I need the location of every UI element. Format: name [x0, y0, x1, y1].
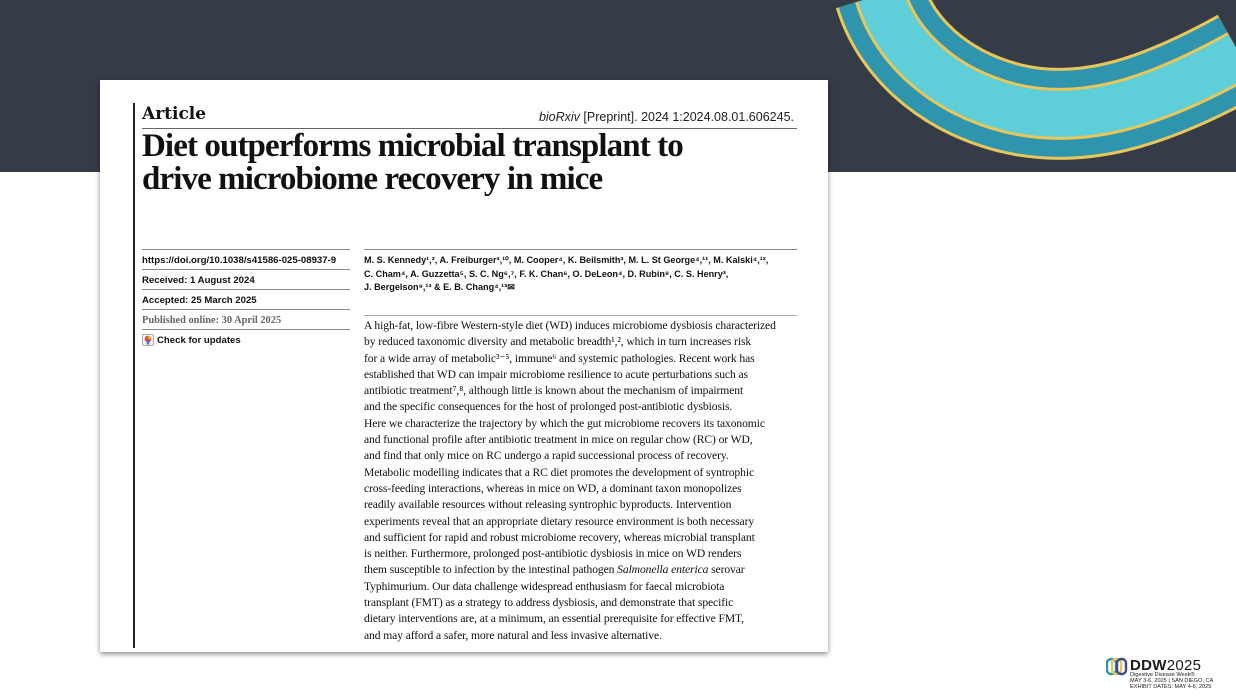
citation-details: [Preprint]. 2024 1:2024.08.01.606245.: [579, 110, 794, 124]
abstract-line: and may afford a safer, more natural and less invasive alternative.: [364, 628, 662, 642]
species-name: Salmonella enterica: [617, 563, 709, 577]
abstract-line: and functional profile after antibiotic treatment in mice on regular chow (RC) or WD,: [364, 433, 753, 447]
abstract-text: them susceptible to infection by the intestinal pathogen Salmonella enterica serovar: [364, 563, 745, 577]
ddw-year: 2025: [1166, 657, 1202, 674]
abstract-line: [364, 562, 800, 578]
received-date: Received: 1 August 2024: [142, 275, 255, 286]
meta-rule: [142, 329, 350, 330]
abstract-line: for a wide array of metabolic³⁻⁵, immune⁶ and systemic pathologies. Recent work has: [364, 351, 755, 365]
ddw-sub-line: MAY 3-6, 2025 | SAN DIEGO, CA: [1130, 677, 1214, 684]
author-list: [364, 254, 804, 295]
check-for-updates-button[interactable]: [142, 334, 241, 346]
abstract-line: cross-feeding interactions, whereas in mice on WD, a dominant taxon monopolizes: [364, 481, 742, 495]
ddw-sub-line: EXHIBIT DATES: MAY 4-6, 2025: [1130, 683, 1212, 690]
abstract-line: Typhimurium. Our data challenge widespread enthusiasm for faecal microbiota: [364, 579, 725, 593]
abstract-line: and find that only mice on RC undergo a rapid successional process of recovery.: [364, 449, 729, 463]
abstract-line: readily available resources without releasing syntrophic byproducts. Intervention: [364, 498, 732, 512]
abstract-line: antibiotic treatment⁷,⁸, although little is known about the mechanism of impairment: [364, 384, 744, 398]
meta-rule: [142, 309, 350, 310]
ddw-sub-line: Digestive Disease Week®: [1130, 672, 1195, 678]
title-line-2: drive microbiome recovery in mice: [142, 161, 603, 197]
meta-rule: [142, 269, 350, 270]
article-title: [142, 130, 802, 196]
doi-link[interactable]: https://doi.org/10.1038/s41586-025-08937-9: [142, 255, 337, 266]
abstract-line: and the specific consequences for the host of prolonged post-antibiotic dysbiosis.: [364, 400, 733, 414]
citation: [539, 110, 794, 124]
abstract-line: Here we characterize the trajectory by which the gut microbiome recovers its taxonomic: [364, 416, 765, 430]
abstract-line: A high-fat, low-fibre Western-style diet (WD) induces microbiome dysbiosis characterized: [364, 319, 776, 332]
check-for-updates-label: Check for updates: [157, 334, 241, 346]
title-line-1: Diet outperforms microbial transplant to: [142, 128, 683, 164]
article-type-label: Article: [142, 104, 207, 124]
abstract-line: and sufficient for rapid and robust microbiome recovery, whereas microbial transplant: [364, 530, 755, 544]
abstract: [364, 318, 800, 644]
ddw-subtitle: [1130, 673, 1213, 690]
abstract-line: dietary interventions are, at a minimum, an essential prerequisite for effective FMT,: [364, 612, 744, 626]
abstract-rule: [364, 315, 797, 316]
authors-line: M. S. Kennedy¹,², A. Freiburger³,¹⁰, M. Cooper⁴, K. Beilsmith³, M. L. St George⁴,¹¹, M. Kalski⁴,¹²,: [364, 255, 769, 265]
abstract-line: transplant (FMT) as a strategy to address dysbiosis, and demonstrate that specific: [364, 596, 734, 610]
meta-rule: [142, 289, 350, 290]
margin-rule: [133, 103, 135, 648]
abstract-line: experiments reveal that an appropriate dietary resource environment is both necessary: [364, 514, 755, 528]
accepted-date: Accepted: 25 March 2025: [142, 295, 257, 306]
abstract-line: is neither. Furthermore, prolonged post-antibiotic dysbiosis in mice on WD renders: [364, 547, 742, 561]
citation-journal: bioRxiv: [538, 110, 580, 124]
abstract-line: established that WD can impair microbiome resilience to acute perturbations such as: [364, 367, 748, 381]
ddw-brand: DDW: [1130, 657, 1167, 674]
published-date: Published online: 30 April 2025: [142, 315, 282, 326]
authors-line: C. Cham⁴, A. Guzzetta⁵, S. C. Ng⁶,⁷, F. K. Chan⁶, O. DeLeon⁴, D. Rubin⁸, C. S. Henry³,: [364, 268, 729, 279]
crossmark-icon: [142, 334, 154, 346]
authors-rule: [364, 249, 797, 250]
authors-line: J. Bergelson⁹,¹³ & E. B. Chang⁴,¹³✉: [364, 282, 515, 292]
ddw-logo: [1106, 656, 1218, 696]
abstract-line: by reduced taxonomic diversity and metabolic breadth¹,², which in turn increases risk: [364, 335, 752, 349]
abstract-line: Metabolic modelling indicates that a RC diet promotes the development of syntrophic: [364, 465, 754, 479]
ddw-mark-icon: [1106, 657, 1128, 677]
meta-rule: [142, 249, 350, 250]
